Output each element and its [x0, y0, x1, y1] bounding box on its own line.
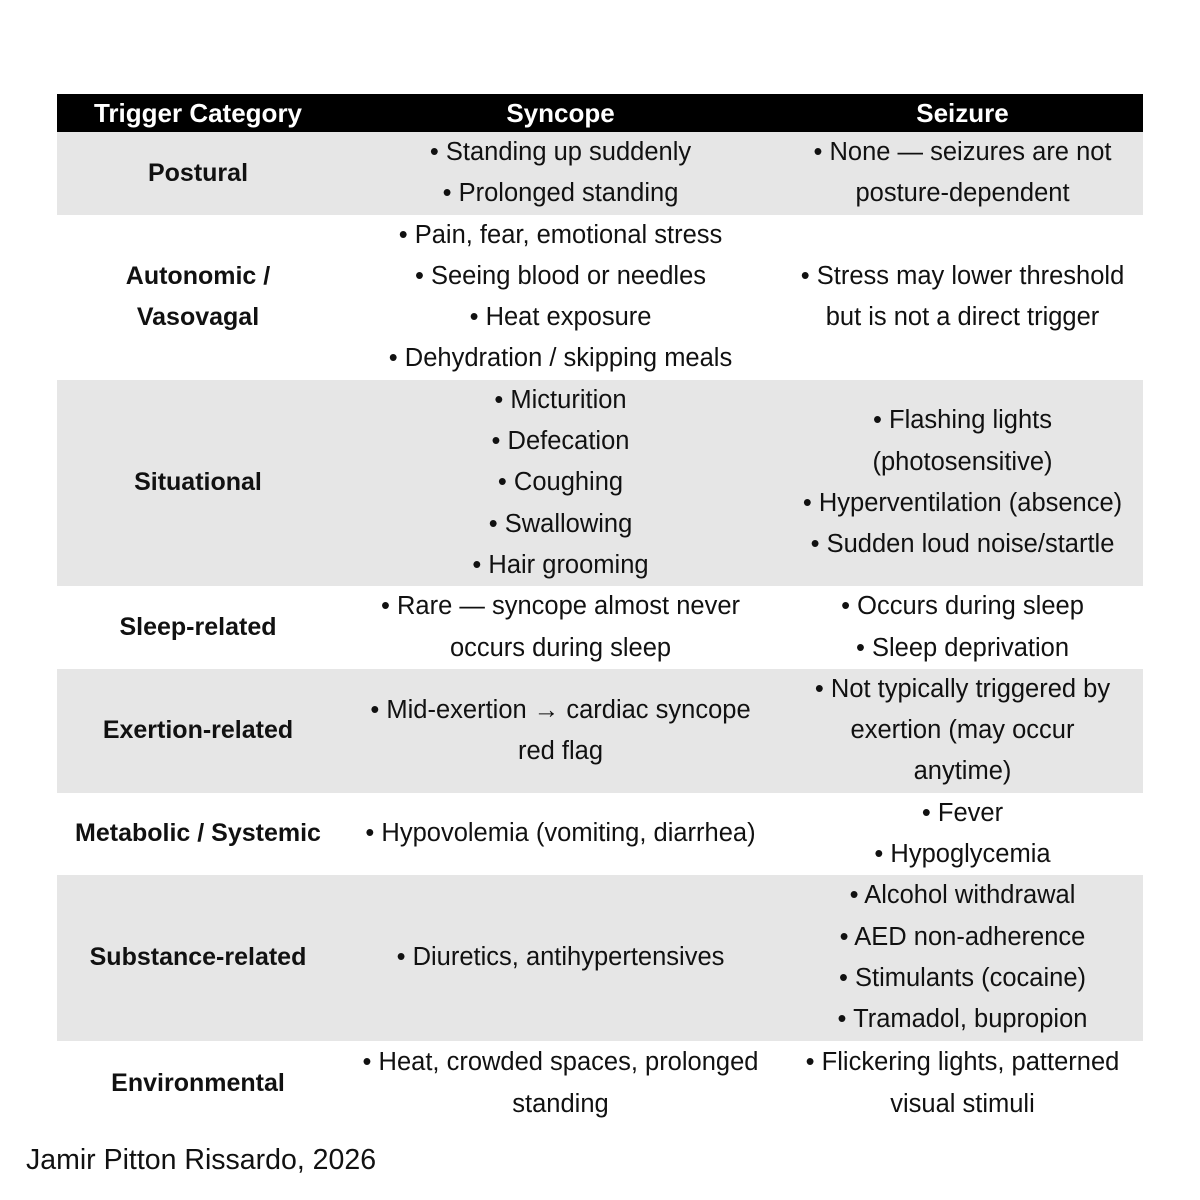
author-credit: Jamir Pitton Rissardo, 2026 [26, 1144, 377, 1176]
seizure-item: visual stimuli [890, 1089, 1035, 1118]
category-cell [57, 875, 339, 1040]
seizure-item: • Tramadol, bupropion [837, 1005, 1088, 1034]
table-row-environmental [57, 1041, 1143, 1127]
syncope-cell [339, 875, 782, 1040]
header-seizure: Seizure [782, 94, 1143, 132]
syncope-item: • Diuretics, antihypertensives [396, 943, 725, 972]
syncope-cell [339, 669, 782, 793]
table-header-row [57, 94, 1143, 132]
category-cell [57, 215, 339, 380]
seizure-cell [782, 215, 1143, 380]
seizure-item: but is not a direct trigger [825, 303, 1100, 332]
header-trigger-category: Trigger Category [57, 94, 339, 132]
syncope-item: • Mid-exertion → cardiac syncope [370, 695, 751, 724]
seizure-item: posture-dependent [855, 179, 1070, 208]
syncope-item: • Swallowing [488, 509, 633, 538]
syncope-cell [339, 132, 782, 215]
syncope-item: occurs during sleep [449, 633, 672, 662]
seizure-cell [782, 586, 1143, 669]
syncope-item: • Hair grooming [472, 550, 649, 579]
syncope-item: • Coughing [497, 468, 624, 497]
seizure-cell [782, 380, 1143, 586]
table-row-metabolic-systemic [57, 793, 1143, 876]
syncope-item: • Hypovolemia (vomiting, diarrhea) [365, 819, 756, 848]
syncope-item: red flag [517, 736, 604, 765]
syncope-cell [339, 380, 782, 586]
syncope-cell [339, 1041, 782, 1127]
category-label: Sleep-related [119, 612, 277, 641]
seizure-item: • Hypoglycemia [874, 840, 1051, 869]
category-label: Environmental [111, 1068, 285, 1097]
category-cell [57, 586, 339, 669]
table-row-situational [57, 380, 1143, 586]
syncope-cell [339, 215, 782, 380]
syncope-item: • Defecation [491, 427, 630, 456]
syncope-item: • Heat exposure [469, 303, 652, 332]
category-cell [57, 380, 339, 586]
category-label: Postural [147, 158, 249, 187]
seizure-item: • Not typically triggered by [814, 674, 1111, 703]
category-cell [57, 669, 339, 793]
header-syncope: Syncope [339, 94, 782, 132]
seizure-cell [782, 1041, 1143, 1127]
trigger-comparison-table [57, 94, 1143, 1127]
syncope-item: • Micturition [494, 385, 627, 414]
syncope-item: • Heat, crowded spaces, prolonged [362, 1048, 759, 1077]
seizure-item: • Alcohol withdrawal [849, 881, 1076, 910]
category-label: Exertion-related [102, 716, 294, 745]
category-label: Metabolic / Systemic [75, 819, 321, 848]
seizure-item: • AED non-adherence [839, 922, 1086, 951]
seizure-item: • None — seizures are not [813, 138, 1112, 166]
table-row-autonomic-vasovagal [57, 215, 1143, 380]
seizure-item: • Flashing lights [872, 406, 1052, 435]
category-label-line: Autonomic / [125, 261, 271, 290]
seizure-item: • Sudden loud noise/startle [810, 530, 1115, 559]
table-row-sleep-related [57, 586, 1143, 669]
seizure-item: • Flickering lights, patterned [805, 1048, 1120, 1077]
seizure-cell [782, 132, 1143, 215]
syncope-item: • Seeing blood or needles [414, 261, 707, 290]
seizure-item: • Hyperventilation (absence) [802, 489, 1123, 518]
seizure-item: • Stress may lower threshold [800, 261, 1125, 290]
syncope-item: • Dehydration / skipping meals [388, 344, 733, 373]
category-cell [57, 793, 339, 876]
category-label: Substance-related [89, 943, 307, 972]
category-cell [57, 1041, 339, 1127]
category-label-line: Vasovagal [136, 303, 260, 332]
table-row-postural [57, 132, 1143, 215]
table-row-substance-related [57, 875, 1143, 1040]
syncope-item: • Standing up suddenly [429, 138, 692, 166]
seizure-item: • Stimulants (cocaine) [838, 963, 1087, 992]
seizure-item: • Sleep deprivation [855, 633, 1070, 662]
seizure-item: • Occurs during sleep [841, 592, 1084, 621]
seizure-item: • Fever [921, 798, 1004, 827]
table-row-exertion-related [57, 669, 1143, 793]
seizure-item: exertion (may occur [850, 716, 1075, 745]
syncope-cell [339, 586, 782, 669]
syncope-item: • Rare — syncope almost never [381, 592, 740, 621]
seizure-item: anytime) [913, 757, 1012, 786]
seizure-cell [782, 875, 1143, 1040]
syncope-item: • Pain, fear, emotional stress [398, 220, 723, 249]
syncope-cell [339, 793, 782, 876]
syncope-item: • Prolonged standing [442, 179, 679, 208]
seizure-cell [782, 793, 1143, 876]
category-label: Situational [134, 468, 262, 497]
seizure-cell [782, 669, 1143, 793]
seizure-item: (photosensitive) [872, 447, 1053, 476]
category-cell [57, 132, 339, 215]
syncope-item: standing [512, 1089, 609, 1118]
